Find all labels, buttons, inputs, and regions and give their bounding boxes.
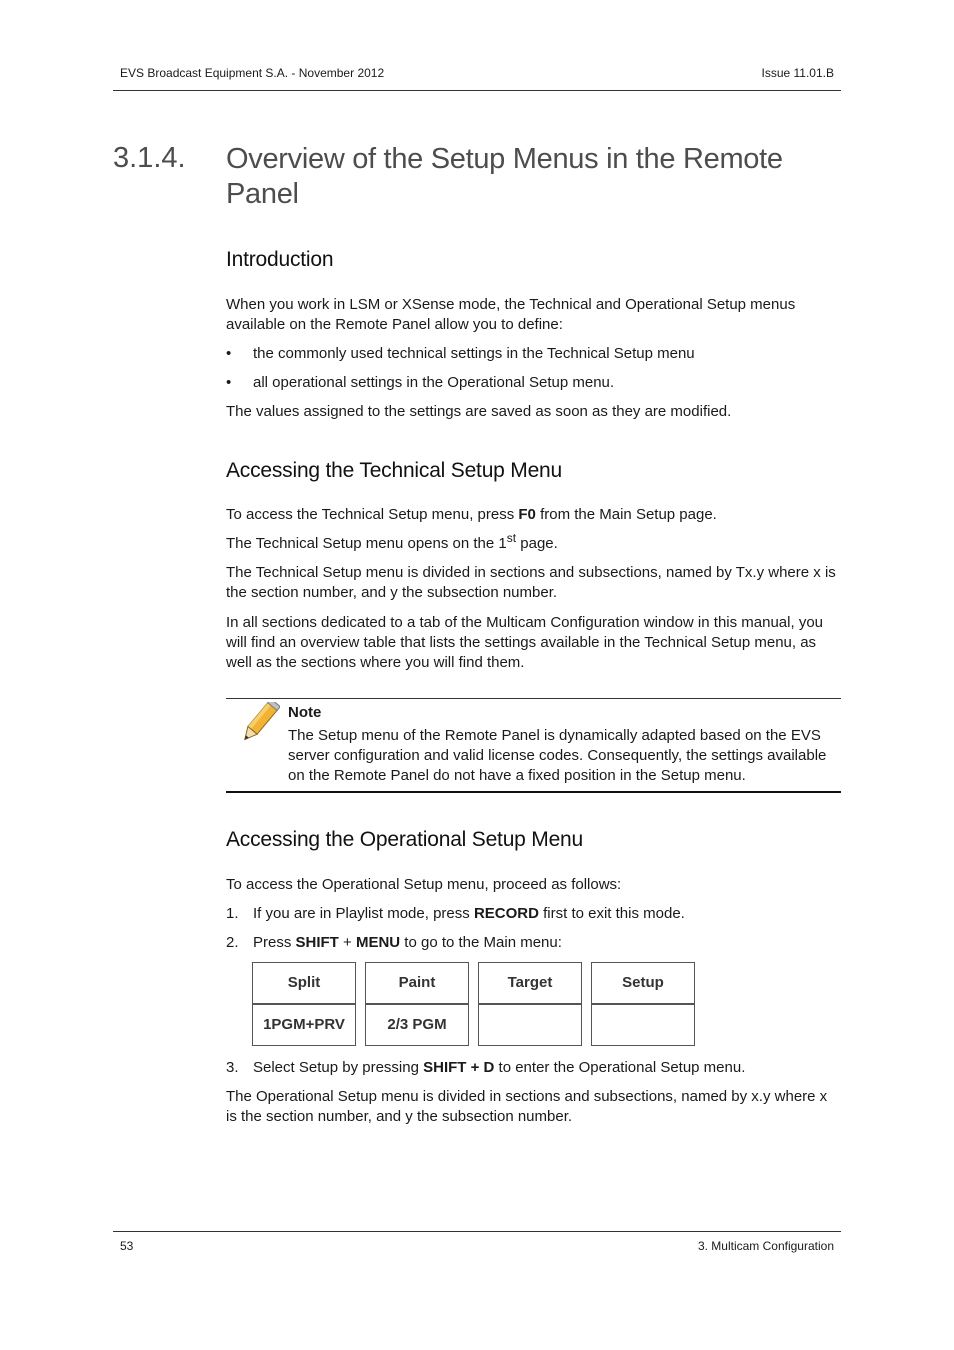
keypad-key: 2/3 PGM	[365, 1004, 469, 1046]
keypad-key: Setup	[591, 962, 695, 1004]
header-left: EVS Broadcast Equipment S.A. - November 2012	[120, 66, 385, 80]
list-item-text: all operational settings in the Operational Setup menu.	[253, 374, 615, 391]
technical-paragraph-3: The Technical Setup menu is divided in sections and subsections, named by Tx.y where x is the section number, and y the subsection number.	[226, 564, 836, 601]
keypad-key: Paint	[365, 962, 469, 1004]
technical-paragraph-2: The Technical Setup menu opens on the 1st page.	[226, 531, 558, 552]
list-item-text: the commonly used technical settings in the Technical Setup menu	[253, 345, 695, 362]
key-f0: F0	[518, 506, 536, 523]
step-number: 2.	[226, 934, 239, 951]
page-number: 53	[120, 1239, 134, 1253]
heading-introduction: Introduction	[226, 248, 334, 271]
header-right: Issue 11.01.B	[761, 66, 834, 80]
pencil-icon	[234, 702, 280, 748]
keypad-key: Target	[478, 962, 582, 1004]
intro-paragraph: When you work in LSM or XSense mode, the Technical and Operational Setup menus available on the Remote Panel allow you to define:	[226, 296, 796, 333]
intro-paragraph-2: The values assigned to the settings are saved as soon as they are modified.	[226, 403, 732, 420]
key-menu: MENU	[355, 934, 401, 951]
bullet-mark: •	[226, 345, 232, 362]
key-shift: SHIFT	[295, 934, 339, 951]
page-header	[113, 66, 841, 91]
list-item-text: Press SHIFT + MENU to go to the Main menu:	[253, 934, 562, 951]
operational-intro: To access the Operational Setup menu, proceed as follows:	[226, 876, 622, 893]
bullet-mark: •	[226, 374, 232, 391]
operational-outro: The Operational Setup menu is divided in sections and subsections, named by x.y where x is the section number, and y the subsection number.	[226, 1088, 828, 1125]
keypad-key: 1PGM+PRV	[252, 1004, 356, 1046]
key-record: RECORD	[473, 905, 539, 922]
section-number: 3.1.4.	[113, 142, 186, 174]
page-footer	[113, 1231, 841, 1256]
list-item-text: If you are in Playlist mode, press RECORD first to exit this mode.	[253, 905, 685, 922]
keypad-key	[478, 1004, 582, 1046]
chapter-name: 3. Multicam Configuration	[697, 1239, 834, 1253]
list-item-text: Select Setup by pressing SHIFT + D to enter the Operational Setup menu.	[253, 1059, 746, 1076]
note-text: The Setup menu of the Remote Panel is dynamically adapted based on the EVS server configuration and valid license codes. Consequently, the settings available on the Remote Panel do not have a fixed position in the Setup menu.	[288, 727, 827, 784]
keypad-key	[591, 1004, 695, 1046]
heading-operational-setup: Accessing the Operational Setup Menu	[226, 828, 584, 851]
step-number: 1.	[226, 905, 239, 922]
heading-technical-setup: Accessing the Technical Setup Menu	[226, 459, 563, 482]
key-shift-d: SHIFT + D	[423, 1059, 495, 1076]
technical-paragraph-1: To access the Technical Setup menu, press F0 from the Main Setup page.	[226, 506, 717, 523]
note-title: Note	[288, 704, 322, 721]
step-number: 3.	[226, 1059, 239, 1076]
keypad-key: Split	[252, 962, 356, 1004]
note-box	[226, 698, 841, 793]
section-title: Overview of the Setup Menus in the Remote Panel	[226, 143, 783, 210]
technical-paragraph-4: In all sections dedicated to a tab of the Multicam Configuration window in this manual, you will find an overview table that lists the settings available in the Technical Setup menu, as well as the sections where you will find them.	[226, 614, 823, 671]
